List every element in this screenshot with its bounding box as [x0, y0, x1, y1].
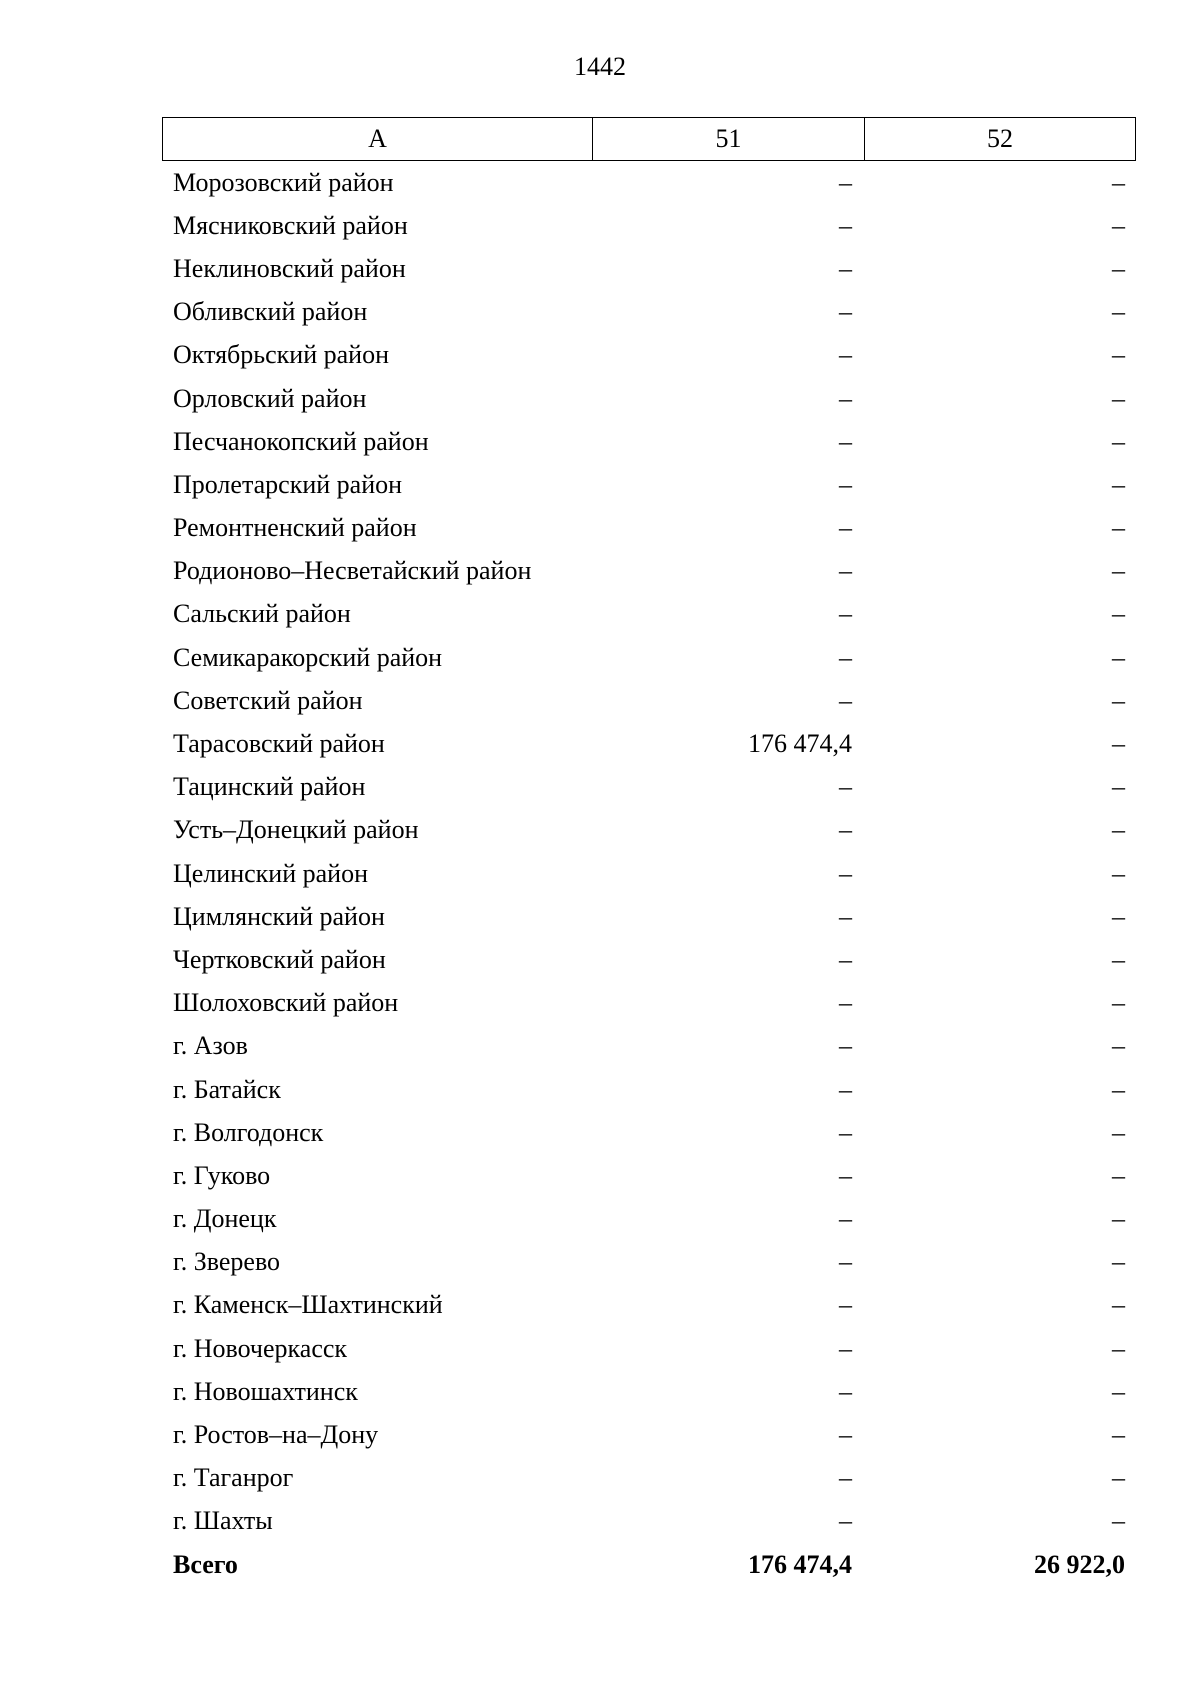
page-number: 1442	[574, 52, 626, 81]
row-name: Советский район	[173, 685, 363, 715]
row-name: г. Зверево	[173, 1247, 281, 1277]
row-value-51: –	[839, 1333, 852, 1363]
row-value-51: –	[839, 1420, 852, 1450]
row-name: г. Батайск	[173, 1074, 281, 1104]
row-value-52: –	[1112, 1420, 1125, 1450]
row-name: г. Волгодонск	[173, 1117, 324, 1147]
row-value-52: –	[1112, 1506, 1125, 1536]
table-row	[162, 766, 1136, 809]
row-value-52: –	[1112, 210, 1125, 240]
row-value-52: –	[1112, 297, 1125, 327]
row-value-52: –	[1112, 1160, 1125, 1190]
table-row	[162, 1241, 1136, 1284]
table-row	[162, 507, 1136, 550]
row-value-52: –	[1112, 1204, 1125, 1234]
total-value-51: 176 474,4	[748, 1549, 852, 1579]
row-value-51: –	[839, 469, 852, 499]
row-value-51: –	[839, 253, 852, 283]
table-row	[162, 377, 1136, 420]
row-value-51: –	[839, 815, 852, 845]
row-value-52: –	[1112, 556, 1125, 586]
row-value-52: –	[1112, 426, 1125, 456]
row-value-52: –	[1112, 1247, 1125, 1277]
row-name: Тацинский район	[173, 772, 366, 802]
row-value-51: –	[839, 1376, 852, 1406]
row-name: г. Ростов–на–Дону	[173, 1420, 379, 1450]
row-value-52: –	[1112, 1290, 1125, 1320]
row-value-51: –	[839, 599, 852, 629]
row-value-51: –	[839, 167, 852, 197]
table-row	[162, 1111, 1136, 1154]
table-row	[162, 161, 1136, 204]
row-name: Чертковский район	[173, 944, 386, 974]
table-row	[162, 852, 1136, 895]
row-value-52: –	[1112, 469, 1125, 499]
row-value-52: –	[1112, 1074, 1125, 1104]
row-name: Ремонтненский район	[173, 513, 417, 543]
row-name: Морозовский район	[173, 167, 394, 197]
row-name: г. Донецк	[173, 1204, 277, 1234]
row-name: г. Новошахтинск	[173, 1376, 358, 1406]
row-value-52: –	[1112, 685, 1125, 715]
row-value-52: –	[1112, 340, 1125, 370]
table-row	[162, 1284, 1136, 1327]
row-name: Неклиновский район	[173, 253, 406, 283]
row-value-52: –	[1112, 599, 1125, 629]
row-value-52: –	[1112, 1376, 1125, 1406]
row-value-52: –	[1112, 988, 1125, 1018]
table-row	[162, 334, 1136, 377]
row-value-51: –	[839, 1463, 852, 1493]
row-value-52: –	[1112, 1117, 1125, 1147]
row-value-51: –	[839, 383, 852, 413]
row-value-52: –	[1112, 944, 1125, 974]
row-value-51: –	[839, 556, 852, 586]
table-row	[162, 938, 1136, 981]
row-value-51: –	[839, 988, 852, 1018]
row-value-51: 176 474,4	[748, 729, 852, 759]
total-value-52: 26 922,0	[1034, 1549, 1125, 1579]
row-name: г. Новочеркасск	[173, 1333, 348, 1363]
row-value-51: –	[839, 1247, 852, 1277]
row-name: Шолоховский район	[173, 988, 399, 1018]
row-value-51: –	[839, 1031, 852, 1061]
row-value-51: –	[839, 210, 852, 240]
total-row	[162, 1543, 1136, 1586]
row-name: Целинский район	[173, 858, 368, 888]
row-value-52: –	[1112, 513, 1125, 543]
row-value-51: –	[839, 685, 852, 715]
row-name: г. Шахты	[173, 1506, 273, 1536]
table-row	[162, 982, 1136, 1025]
row-value-51: –	[839, 513, 852, 543]
row-value-52: –	[1112, 642, 1125, 672]
row-value-51: –	[839, 944, 852, 974]
table-body	[162, 161, 1136, 1543]
row-value-51: –	[839, 1074, 852, 1104]
row-value-52: –	[1112, 772, 1125, 802]
row-value-51: –	[839, 901, 852, 931]
row-name: г. Гуково	[173, 1160, 271, 1190]
table-row	[162, 420, 1136, 463]
table-row	[162, 1413, 1136, 1456]
row-value-52: –	[1112, 858, 1125, 888]
table-row	[162, 1154, 1136, 1197]
row-value-52: –	[1112, 901, 1125, 931]
row-value-51: –	[839, 426, 852, 456]
table-row	[162, 895, 1136, 938]
column-header-52: 52	[987, 124, 1013, 153]
row-value-51: –	[839, 858, 852, 888]
row-value-51: –	[839, 340, 852, 370]
table-row	[162, 1457, 1136, 1500]
table-header	[162, 117, 1136, 161]
table-row	[162, 1198, 1136, 1241]
table-row	[162, 291, 1136, 334]
table-row	[162, 1327, 1136, 1370]
row-value-51: –	[839, 642, 852, 672]
table-row	[162, 1370, 1136, 1413]
table-row	[162, 1500, 1136, 1543]
row-value-51: –	[839, 1506, 852, 1536]
row-value-52: –	[1112, 383, 1125, 413]
row-value-51: –	[839, 1204, 852, 1234]
row-name: Тарасовский район	[173, 729, 385, 759]
row-value-51: –	[839, 772, 852, 802]
table-row	[162, 636, 1136, 679]
table-row	[162, 722, 1136, 765]
table-row	[162, 679, 1136, 722]
row-name: Мясниковский район	[173, 210, 408, 240]
row-value-51: –	[839, 297, 852, 327]
row-value-51: –	[839, 1160, 852, 1190]
row-name: г. Азов	[173, 1031, 248, 1061]
row-value-52: –	[1112, 1031, 1125, 1061]
table-row	[162, 463, 1136, 506]
row-name: Песчанокопский район	[173, 426, 429, 456]
row-value-51: –	[839, 1117, 852, 1147]
table-row	[162, 593, 1136, 636]
total-label: Всего	[173, 1549, 238, 1579]
row-name: Цимлянский район	[173, 901, 385, 931]
data-table	[162, 117, 1136, 1586]
row-name: Пролетарский район	[173, 469, 403, 499]
row-value-52: –	[1112, 253, 1125, 283]
table-row	[162, 809, 1136, 852]
row-name: Сальский район	[173, 599, 351, 629]
row-name: Семикаракорский район	[173, 642, 443, 672]
row-value-51: –	[839, 1290, 852, 1320]
row-name: Орловский район	[173, 383, 367, 413]
table-row	[162, 1068, 1136, 1111]
table-row	[162, 550, 1136, 593]
row-value-52: –	[1112, 729, 1125, 759]
column-header-a: А	[163, 118, 593, 160]
row-name: г. Таганрог	[173, 1463, 294, 1493]
row-value-52: –	[1112, 167, 1125, 197]
row-name: Родионово–Несветайский район	[173, 556, 532, 586]
row-name: Октябрьский район	[173, 340, 389, 370]
row-value-52: –	[1112, 1463, 1125, 1493]
table-row	[162, 204, 1136, 247]
table-row	[162, 247, 1136, 290]
column-header-51: 51	[593, 118, 865, 160]
row-name: Усть–Донецкий район	[173, 815, 419, 845]
row-value-52: –	[1112, 1333, 1125, 1363]
row-name: Обливский район	[173, 297, 368, 327]
table-row	[162, 1025, 1136, 1068]
row-value-52: –	[1112, 815, 1125, 845]
row-name: г. Каменск–Шахтинский	[173, 1290, 443, 1320]
